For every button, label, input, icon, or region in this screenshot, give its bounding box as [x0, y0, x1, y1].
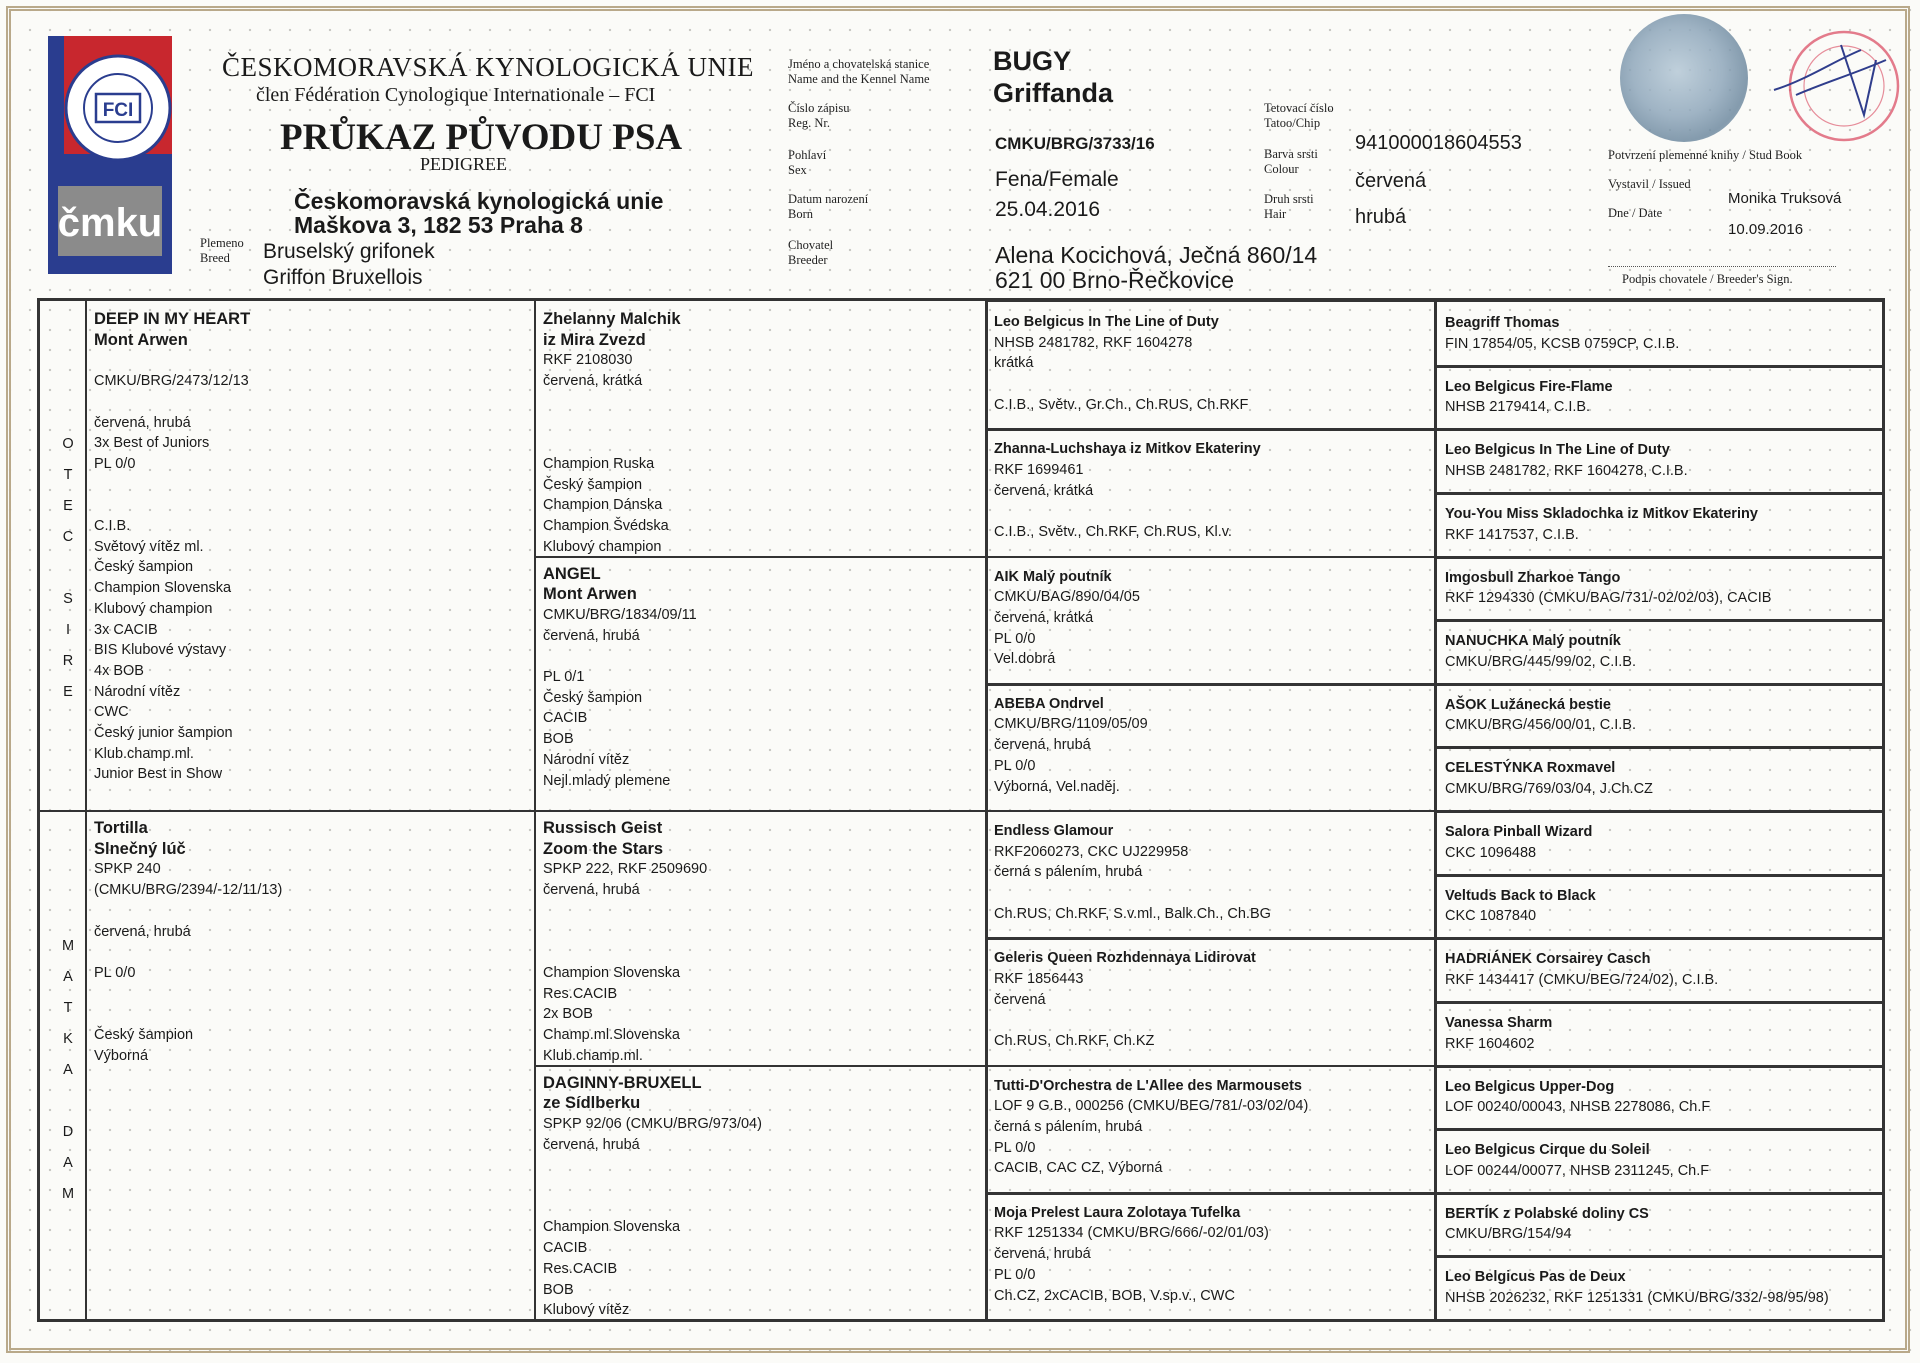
dog-name: AIK Malý poutník [994, 568, 1112, 585]
dog-detail-line: Národní vítěz [94, 683, 181, 700]
side-letter: C [62, 529, 74, 545]
dog-detail-line [94, 984, 527, 1005]
dog-name-line1: BUGY [993, 46, 1072, 76]
table-row-divider [1434, 619, 1882, 622]
grandparent-cell [543, 564, 978, 792]
table-row-divider [1434, 874, 1882, 877]
dog-name: ABEBA Ondrvel [994, 695, 1104, 712]
dog-name: Imgosbull Zharkoe Tango [1445, 569, 1621, 586]
great-grandparent-cell [994, 567, 1427, 671]
dog-detail-line: C.I.B. [94, 518, 131, 535]
dog-detail-line: PL 0/1 [543, 669, 585, 686]
great-grandparent-cell [994, 948, 1427, 1052]
dog-detail-line: červená, hrubá [94, 414, 191, 431]
great-great-grandparent-cell [1445, 504, 1875, 545]
dog-name: NANUCHKA Malý poutník [1445, 633, 1621, 650]
table-row-divider [985, 301, 1882, 302]
dog-detail-line: červená, krátká [994, 482, 1094, 499]
grandparent-cell [543, 309, 978, 557]
dog-detail-line: Ch.CZ, 2xCACIB, BOB, V.sp.v., CWC [994, 1287, 1235, 1304]
side-letter: A [63, 969, 73, 985]
dog-name: Russisch Geist [543, 819, 663, 837]
dog-detail-line: Champion Ruska [543, 455, 655, 472]
dog-detail-line: Champion Slovenska [94, 580, 232, 597]
dog-detail-line: Vel.dobrá [994, 651, 1056, 668]
side-letter: T [63, 1000, 73, 1016]
table-row-divider [1434, 683, 1882, 686]
breed-value-cz: Bruselský grifonek [263, 240, 435, 263]
dog-name: iz Mira Zvezd [543, 330, 646, 349]
dog-name: Leo Belgicus In The Line of Duty [994, 314, 1219, 330]
dog-detail-line: Ch.RUS, Ch.RKF, S.v.ml., Balk.Ch., Ch.BG [994, 905, 1271, 922]
side-letter: K [63, 1031, 73, 1047]
dog-detail-line [994, 883, 1427, 904]
dog-name: Vanessa Sharm [1445, 1014, 1553, 1031]
studbook-signature-stamp-icon [1766, 20, 1906, 150]
dog-detail-line: CMKU/BRG/445/99/02, C.I.B. [1445, 653, 1636, 670]
dog-detail-line: CWC [94, 704, 129, 721]
dog-detail-line: CMKU/BRG/2473/12/13 [94, 373, 249, 390]
dog-name: Geleris Queen Rozhdennaya Lidirovat [994, 950, 1256, 967]
dog-detail-line: PL 0/0 [94, 964, 136, 981]
side-letter: D [62, 1124, 74, 1140]
dog-detail-line: Klubový champion [543, 538, 662, 555]
dog-detail-line: CMKU/BRG/456/00/01, C.I.B. [1445, 717, 1636, 734]
breeder-line1: Alena Kocichová, Ječná 860/14 [995, 242, 1318, 268]
dog-detail-line: červená, krátká [543, 373, 643, 390]
dog-name: Mont Arwen [94, 330, 188, 349]
side-letter: S [63, 591, 73, 607]
date-label: Dne / Date [1608, 206, 1663, 220]
side-letter: M [61, 938, 75, 954]
dog-detail-line: Res.CACIB [543, 985, 618, 1002]
org-name: ČESKOMORAVSKÁ KYNOLOGICKÁ UNIE [222, 52, 755, 82]
dog-detail-line [543, 942, 978, 963]
chip-label: Tetovací číslo Tatoo/Chip [1264, 101, 1334, 130]
table-row-divider [985, 556, 1434, 558]
dog-name: Tortilla [94, 819, 148, 837]
table-row-divider [1434, 746, 1882, 749]
dog-detail-line: 3x Best of Juniors [94, 435, 210, 452]
dog-name: HADRIÁNEK Corsairey Casch [1445, 951, 1651, 968]
dog-detail-line: CACIB, CAC CZ, Výborná [994, 1160, 1163, 1177]
dog-detail-line: Res.CACIB [543, 1260, 618, 1277]
grandparent-cell [543, 1073, 978, 1321]
dog-detail-line: RKF 1856443 [994, 970, 1084, 987]
dog-detail-line [94, 942, 527, 963]
dog-detail-line: černá s pálením, hrubá [994, 1118, 1143, 1135]
dog-name: Mont Arwen [543, 585, 637, 604]
dog-name: Leo Belgicus Fire-Flame [1445, 378, 1613, 395]
breed-label: Plemeno Breed [200, 236, 244, 265]
dog-detail-line: BOB [543, 731, 574, 748]
dog-name: Zoom the Stars [543, 839, 664, 858]
dog-detail-line: LOF 00244/00077, NHSB 2311245, Ch.F [1445, 1162, 1710, 1179]
breeder-sign-line [1608, 266, 1836, 267]
dog-detail-line [994, 501, 1427, 522]
document-title: PRŮKAZ PŮVODU PSA [280, 117, 683, 158]
dog-name: DAGINNY-BRUXELL [543, 1073, 702, 1092]
dog-detail-line: CKC 1096488 [1445, 844, 1537, 861]
org-address-line1: Českomoravská kynologická unie [294, 188, 664, 214]
dog-detail-line: (CMKU/BRG/2394/-12/11/13) [94, 882, 283, 899]
dog-detail-line [94, 392, 527, 413]
great-great-grandparent-cell [1445, 1140, 1875, 1181]
dog-detail-line [543, 901, 978, 922]
dog-detail-line: PL 0/0 [994, 630, 1036, 647]
dog-detail-line: RKF 1417537, C.I.B. [1445, 526, 1579, 543]
dog-name-line2: Griffanda [993, 78, 1114, 108]
dog-detail-line: Světový vítěz ml. [94, 538, 204, 555]
great-grandparent-cell [994, 821, 1427, 925]
dog-detail-line [94, 1004, 527, 1025]
dog-detail-line: Národní vítěz [543, 751, 630, 768]
great-grandparent-cell [994, 439, 1427, 543]
dog-detail-line: CMKU/BRG/154/94 [1445, 1226, 1572, 1243]
great-great-grandparent-cell [1445, 1013, 1875, 1054]
great-great-grandparent-cell [1445, 1204, 1875, 1245]
dog-name: DEEP IN MY HEART [94, 310, 251, 328]
table-row-divider [1434, 937, 1882, 940]
table-row-divider [534, 810, 985, 812]
table-row-divider [985, 937, 1434, 940]
dog-detail-line [94, 901, 527, 922]
dog-name: Salora Pinball Wizard [1445, 824, 1593, 840]
logo-cmku-text: čmku [57, 201, 163, 245]
dog-name: Slnečný lúč [94, 839, 186, 858]
dog-detail-line [543, 433, 978, 454]
great-great-grandparent-cell [1445, 377, 1875, 418]
breeder-label: Chovatel Breeder [788, 238, 834, 267]
dog-detail-line: C.I.B., Světv., Ch.RKF, Ch.RUS, Kl.v. [994, 524, 1232, 541]
great-great-grandparent-cell [1445, 568, 1875, 609]
great-great-grandparent-cell [1445, 695, 1875, 736]
dog-detail-line: PL 0/0 [994, 1266, 1036, 1283]
table-row-divider [985, 1065, 1434, 1067]
dog-detail-line [94, 350, 527, 371]
dog-detail-line: červená, hrubá [543, 627, 640, 644]
dog-detail-line: Champion Slovenska [543, 964, 681, 981]
dog-detail-line: červená [994, 991, 1046, 1008]
dog-name: Endless Glamour [994, 823, 1114, 839]
dog-detail-line: NHSB 2179414, C.I.B. [1445, 399, 1591, 416]
dog-detail-line: Champion Švédska [543, 518, 669, 535]
dog-detail-line: Výborná [94, 1047, 149, 1064]
dog-detail-line: černá s pálením, hrubá [994, 864, 1143, 881]
dog-detail-line: FIN 17854/05, KCSB 0759CP, C.I.B. [1445, 335, 1680, 352]
dog-detail-line: Klubový champion [94, 600, 213, 617]
side-letter: O [62, 436, 74, 452]
dog-name: Zhelanny Malchik [543, 310, 681, 328]
dog-name: Beagriff Thomas [1445, 315, 1560, 331]
dog-name: Moja Prelest Laura Zolotaya Tufelka [994, 1204, 1241, 1221]
dog-detail-line: CACIB [543, 710, 588, 727]
dog-detail-line: CKC 1087840 [1445, 908, 1537, 925]
dog-detail-line: SPKP 240 [94, 861, 161, 878]
issued-value: Monika Truksová [1728, 190, 1842, 207]
fci-member-line: člen Fédération Cynologique Internationale – FCI [256, 84, 656, 106]
breeder-line2: 621 00 Brno-Řečkovice [995, 267, 1235, 293]
dog-detail-line: červená, hrubá [994, 1246, 1091, 1263]
date-value: 10.09.2016 [1728, 221, 1804, 238]
dog-name: Leo Belgicus In The Line of Duty [1445, 442, 1670, 459]
logo-fci-text: FCI [102, 100, 134, 121]
great-great-grandparent-cell [1445, 631, 1875, 672]
dog-name: Veltuds Back to Black [1445, 887, 1596, 904]
parent-cell [94, 818, 527, 1066]
dog-detail-line: Klub.champ.ml. [543, 1047, 643, 1064]
great-great-grandparent-cell [1445, 1267, 1875, 1308]
dog-detail-line: Výborná, Vel.naděj. [994, 778, 1120, 795]
dog-detail-line: Champion Slovenska [543, 1219, 681, 1236]
dog-name: ze Sídlberku [543, 1094, 641, 1113]
dog-detail-line: Český šampion [543, 476, 643, 493]
studbook-confirm-label: Potvrzení plemenné knihy / Stud Book [1608, 148, 1803, 162]
dog-detail-line: Champ.ml.Slovenska [543, 1027, 680, 1044]
side-letter: A [63, 1155, 73, 1171]
dog-name: CELESTÝNKA Roxmavel [1445, 760, 1616, 777]
dog-detail-line [94, 475, 527, 496]
dog-detail-line: CMKU/BRG/1834/09/11 [543, 606, 697, 623]
dog-name: Leo Belgicus Upper-Dog [1445, 1078, 1615, 1095]
dog-detail-line: BOB [543, 1281, 574, 1298]
table-row-divider [1434, 365, 1882, 368]
dog-detail-line: BIS Klubové výstavy [94, 642, 227, 659]
dog-detail-line: C.I.B., Světv., Gr.Ch., Ch.RUS, Ch.RKF [994, 396, 1249, 413]
dog-detail-line [543, 646, 978, 667]
dog-name: Leo Belgicus Cirque du Soleil [1445, 1142, 1650, 1159]
born-value: 25.04.2016 [995, 198, 1101, 221]
dog-detail-line: SPKP 222, RKF 2509690 [543, 861, 708, 878]
great-great-grandparent-cell [1445, 440, 1875, 481]
dog-detail-line: Klubový vítěz [543, 1302, 630, 1319]
dog-detail-line: Klub.champ.ml. [94, 745, 194, 762]
parent-cell [94, 309, 527, 785]
great-grandparent-cell [994, 694, 1427, 798]
dog-detail-line: CMKU/BRG/1109/05/09 [994, 716, 1148, 733]
dog-detail-line: krátká [994, 355, 1034, 372]
breeder-sign-label: Podpis chovatele / Breeder's Sign. [1622, 272, 1793, 286]
great-great-grandparent-cell [1445, 949, 1875, 990]
great-great-grandparent-cell [1445, 758, 1875, 799]
dog-detail-line: Český šampion [94, 559, 194, 576]
grandparent-cell [543, 818, 978, 1066]
dog-detail-line: Český šampion [94, 1027, 194, 1044]
colour-label: Barva srsti Colour [1264, 147, 1318, 176]
dog-name: AŠOK Lužánecká bestie [1445, 696, 1611, 713]
table-row-divider [1434, 556, 1882, 559]
dog-name: Tutti-D'Orchestra de L'Allee des Marmousets [994, 1077, 1302, 1094]
hair-label: Druh srsti Hair [1264, 192, 1314, 221]
dog-detail-line: RKF 1434417 (CMKU/BEG/724/02), C.I.B. [1445, 971, 1719, 988]
dog-detail-line: NHSB 2481782, RKF 1604278, C.I.B. [1445, 462, 1688, 479]
dog-detail-line: RKF2060273, CKC UJ229958 [994, 843, 1189, 860]
dog-detail-line: 2x BOB [543, 1006, 593, 1023]
table-row-divider [985, 810, 1434, 812]
side-letter: E [63, 498, 73, 514]
issued-label: Vystavil / Issued [1608, 177, 1691, 191]
dog-detail-line: červená, krátká [994, 609, 1094, 626]
reg-label: Číslo zápisu Reg. Nr. [788, 101, 850, 130]
dog-detail-line: červená, hrubá [994, 737, 1091, 754]
great-great-grandparent-cell [1445, 822, 1875, 863]
breed-value-fr: Griffon Bruxellois [263, 266, 423, 289]
dog-name: Zhanna-Luchshaya iz Mitkov Ekateriny [994, 441, 1261, 458]
dog-detail-line: Český junior šampion [94, 725, 233, 742]
side-letter: E [63, 684, 73, 700]
dog-detail-line [543, 1176, 978, 1197]
dog-detail-line: 3x CACIB [94, 621, 158, 638]
dog-detail-line: PL 0/0 [994, 1139, 1036, 1156]
table-row-divider [1434, 1128, 1882, 1131]
name-label: Jméno a chovatelská stanice Name and the Kennel Name [788, 57, 930, 86]
chip-value: 941000018604553 [1355, 132, 1522, 154]
dam-side-label [58, 931, 78, 1210]
dog-name: Leo Belgicus Pas de Deux [1445, 1269, 1626, 1286]
dog-name: BERTÍK z Polabské doliny CS [1445, 1205, 1649, 1222]
sex-value: Fena/Female [995, 168, 1119, 191]
table-row-divider [1434, 1065, 1882, 1068]
dog-detail-line: RKF 1604602 [1445, 1035, 1535, 1052]
table-row-divider [40, 810, 534, 812]
org-address-line2: Maškova 3, 182 53 Praha 8 [294, 212, 583, 238]
dog-detail-line: RKF 1251334 (CMKU/BRG/666/-02/01/03) [994, 1225, 1269, 1242]
reg-number: CMKU/BRG/3733/16 [995, 134, 1155, 153]
dog-detail-line: CMKU/BAG/890/04/05 [994, 589, 1140, 606]
born-label: Datum narození Born [788, 192, 869, 221]
sex-label: Pohlaví Sex [788, 148, 827, 177]
dog-detail-line: RKF 1699461 [994, 461, 1084, 478]
dog-name: ANGEL [543, 564, 601, 583]
dog-detail-line: LOF 9 G.B., 000256 (CMKU/BEG/781/-03/02/04) [994, 1098, 1309, 1115]
pedigree-table [37, 298, 1885, 1322]
table-row-divider [985, 1192, 1434, 1195]
table-row-divider [1434, 428, 1882, 431]
dog-detail-line: PL 0/0 [94, 455, 136, 472]
fci-cmku-logo-icon [48, 36, 172, 274]
dog-detail-line [543, 922, 978, 943]
side-letter: R [62, 653, 74, 669]
dog-detail-line: červená, hrubá [543, 882, 640, 899]
table-row-divider [1434, 810, 1882, 813]
side-letter: T [63, 467, 73, 483]
dog-detail-line: Český šampion [543, 689, 643, 706]
dog-name: You-You Miss Skladochka iz Mitkov Ekateriny [1445, 505, 1758, 522]
great-grandparent-cell [994, 1203, 1427, 1307]
colour-value: červená [1355, 170, 1427, 192]
studbook-hologram-stamp-icon [1620, 14, 1748, 142]
dog-detail-line: červená, hrubá [94, 923, 191, 940]
great-great-grandparent-cell [1445, 313, 1875, 354]
dog-detail-line [543, 1155, 978, 1176]
dog-detail-line: CMKU/BRG/769/03/04, J.Ch.CZ [1445, 781, 1653, 798]
dog-detail-line: Junior Best in Show [94, 766, 223, 783]
dog-detail-line: NHSB 2026232, RKF 1251331 (CMKU/BRG/332/-98/95/98) [1445, 1290, 1829, 1307]
great-great-grandparent-cell [1445, 886, 1875, 927]
side-letter: A [63, 1062, 73, 1078]
dog-detail-line: NHSB 2481782, RKF 1604278 [994, 334, 1193, 351]
dog-detail-line [994, 1010, 1427, 1031]
side-letter: M [61, 1186, 75, 1202]
great-grandparent-cell [994, 312, 1427, 416]
table-row-divider [1434, 1192, 1882, 1195]
hair-value: hrubá [1355, 206, 1407, 228]
dog-detail-line: RKF 2108030 [543, 352, 633, 369]
table-row-divider [1434, 1001, 1882, 1004]
dog-detail-line [994, 374, 1427, 395]
dog-detail-line: LOF 00240/00043, NHSB 2278086, Ch.F [1445, 1099, 1711, 1116]
great-grandparent-cell [994, 1076, 1427, 1180]
dog-detail-line: Champion Dánska [543, 497, 663, 514]
dog-detail-line: SPKP 92/06 (CMKU/BRG/973/04) [543, 1115, 762, 1132]
table-row-divider [1434, 492, 1882, 495]
dog-detail-line: 4x BOB [94, 662, 144, 679]
table-row-divider [1434, 1255, 1882, 1258]
side-letter: I [65, 622, 71, 638]
dog-detail-line: červená, hrubá [543, 1136, 640, 1153]
table-row-divider [985, 428, 1434, 431]
sire-side-label [58, 429, 78, 708]
dog-detail-line: Nejl.mladý plemene [543, 772, 671, 789]
document-title-en: PEDIGREE [420, 154, 507, 174]
side-letter [58, 553, 78, 584]
dog-detail-line: PL 0/0 [994, 757, 1036, 774]
table-row-divider [985, 683, 1434, 686]
dog-detail-line [543, 413, 978, 434]
dog-detail-line [543, 392, 978, 413]
dog-detail-line [543, 1197, 978, 1218]
dog-detail-line: Ch.RUS, Ch.RKF, Ch.KZ [994, 1033, 1155, 1050]
side-letter [58, 1086, 78, 1117]
great-great-grandparent-cell [1445, 1077, 1875, 1118]
dog-detail-line [94, 495, 527, 516]
dog-detail-line: CACIB [543, 1240, 588, 1257]
dog-detail-line: RKF 1294330 (CMKU/BAG/731/-02/02/03), CACIB [1445, 590, 1772, 607]
